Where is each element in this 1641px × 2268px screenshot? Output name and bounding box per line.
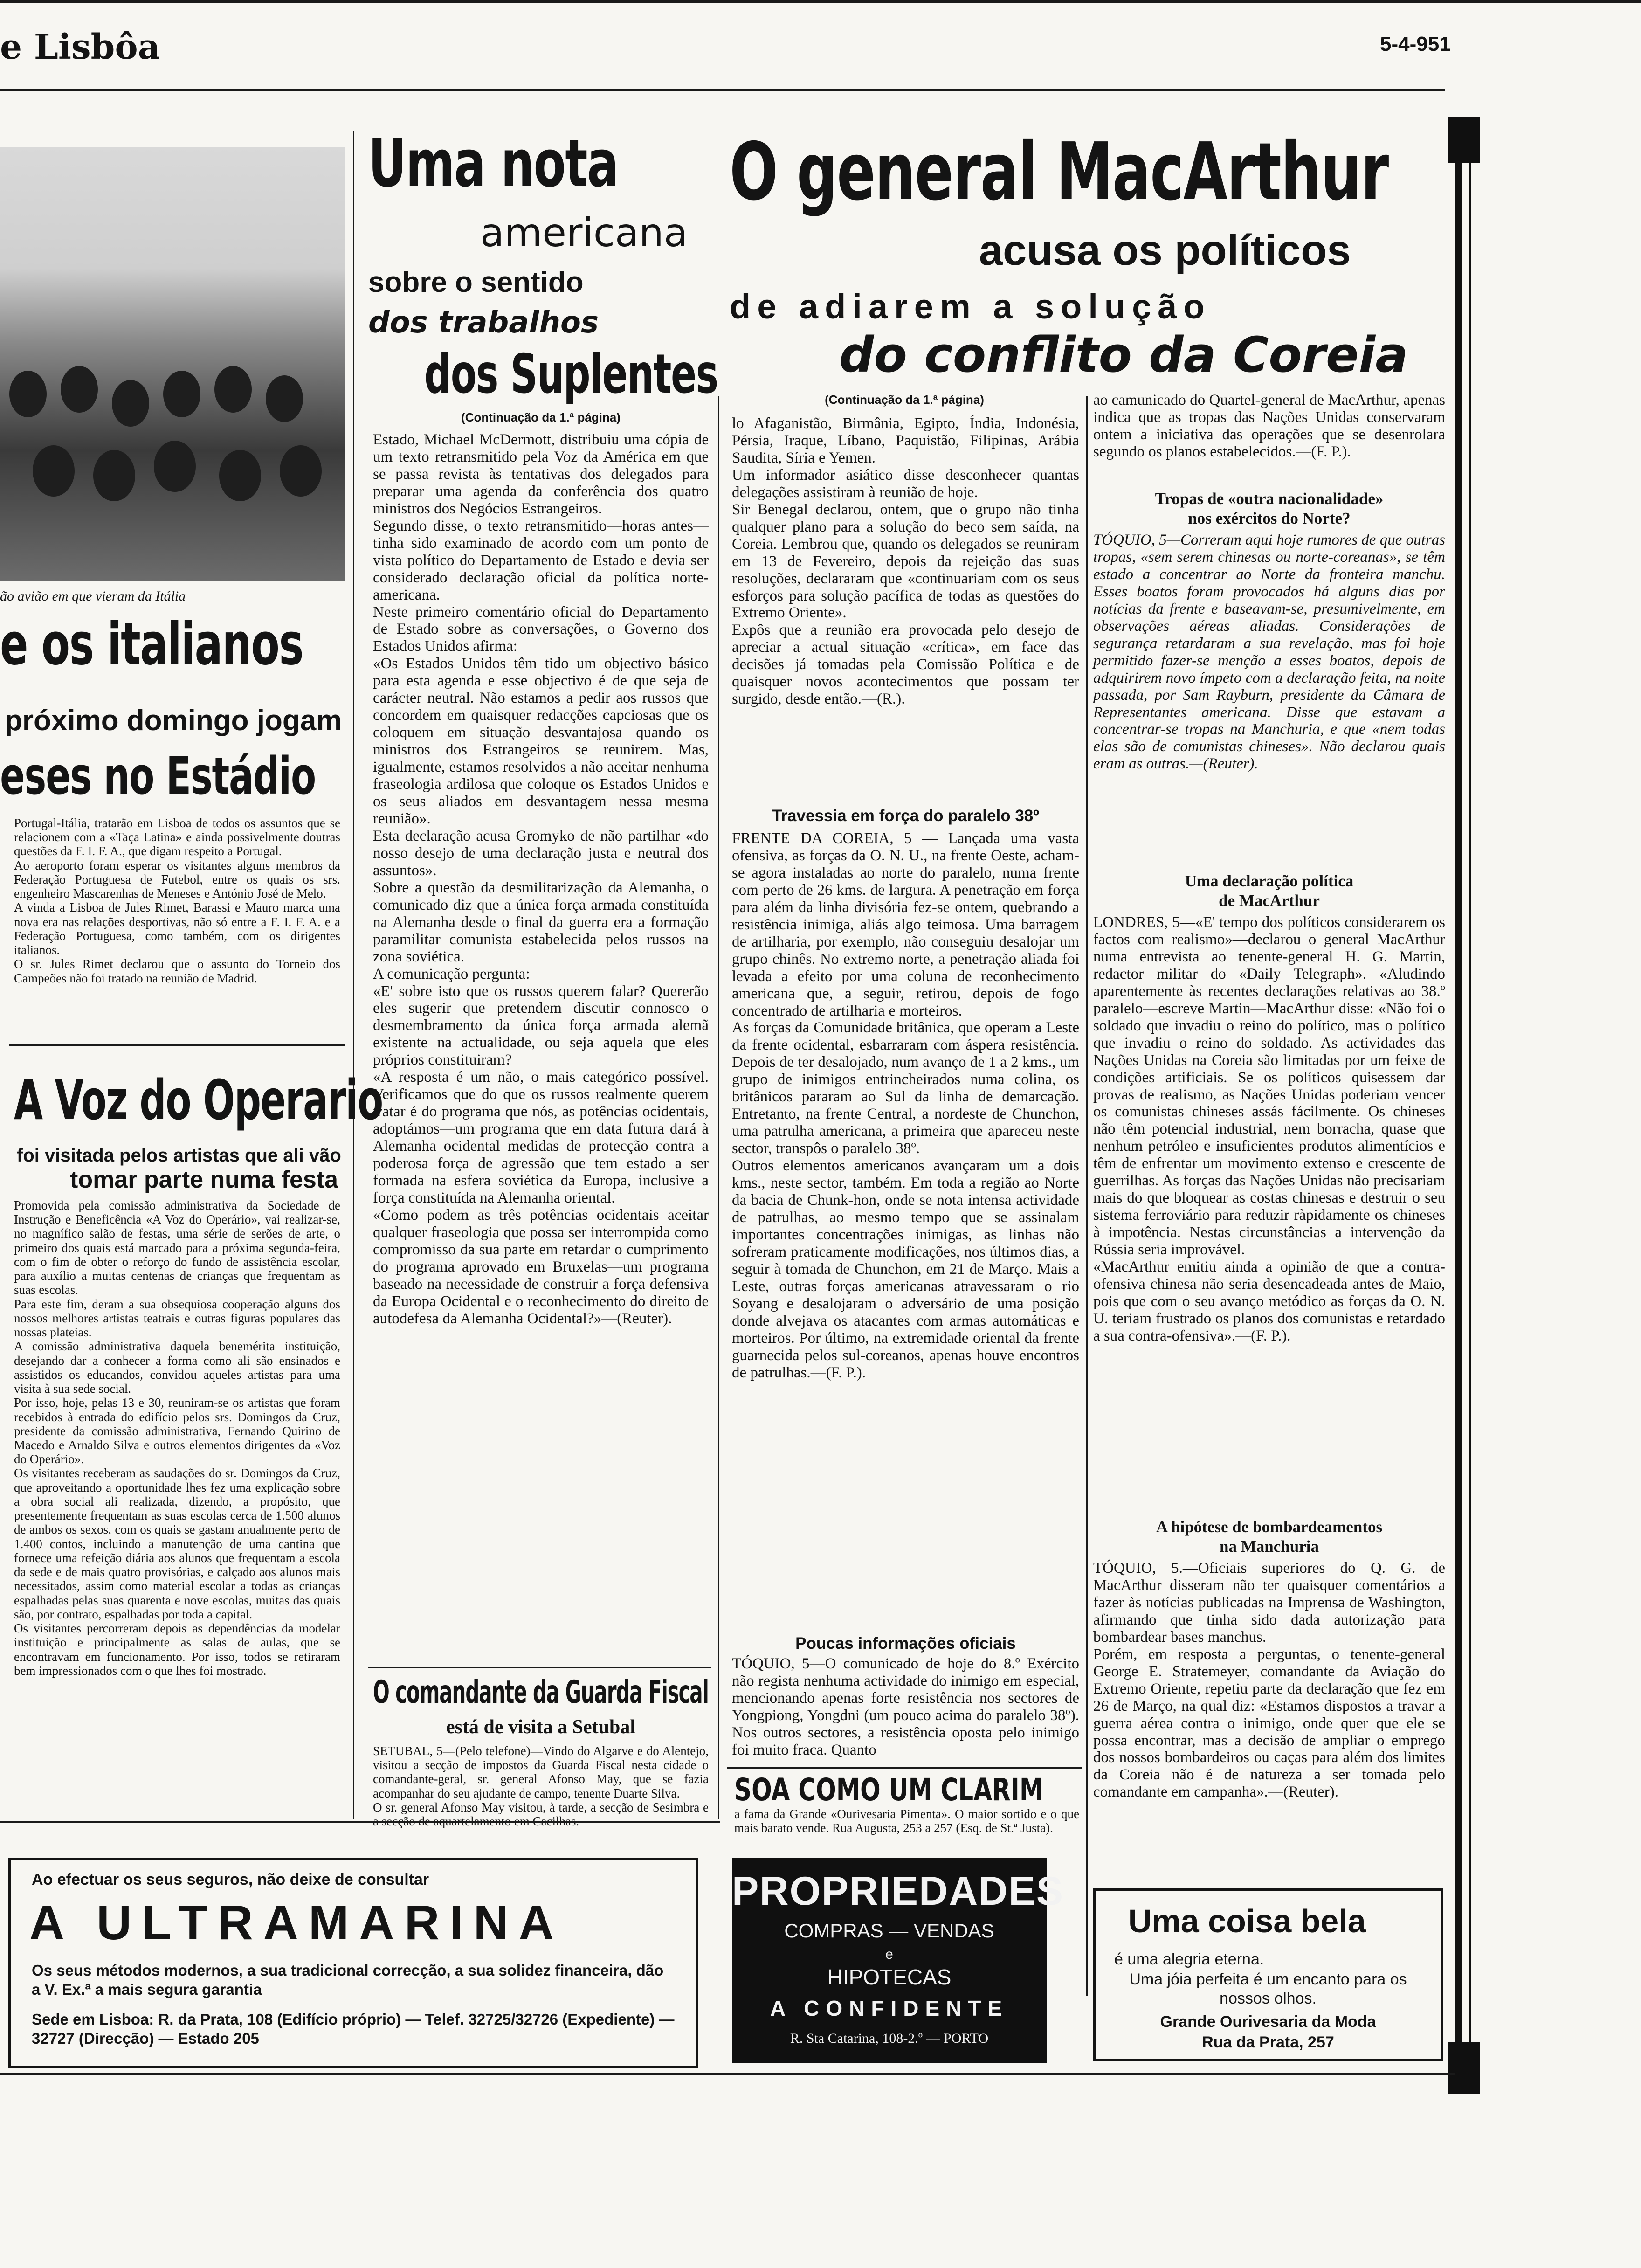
headline-macarthur-4: do conflito da Coreia [839, 326, 1408, 383]
story-italianos-body: Portugal-Itália, tratarão em Lisboa de todos os assuntos que se relacionem com a «Taça Latina» e ainda possivelmente doutras questões da F. I. F. A., que digam respeito a Portugal. Ao aeroporto foram esperar os visitantes alguns membros da Federação Portuguesa de Futebol, entre os quais os srs. engenheiro Mascarenhas de Meneses e António José de Melo. A vinda a Lisboa de Jules Rimet, Barassi e Mauro marca uma nova era nas relações desportivas, não só entre a F. I. F. A. e a Federação Portuguesa, como também, com os dirigentes italianos. O sr. Jules Rimet declarou que o assunto do Torneio dos Campeões não foi tratado na reunião de Madrid. [14, 816, 340, 985]
headline-guarda-fiscal: O comandante da Guarda Fiscal [373, 1674, 709, 1711]
headline-italianos: e os italianos [0, 611, 303, 678]
ad-ultramarina-text: Os seus métodos modernos, a sua tradicional correcção, a sua solidez financeira, dão a V. Ex.ª a mais segura garantia [32, 1962, 664, 1998]
photo-figure [219, 450, 261, 501]
photo-figure [163, 371, 200, 417]
photo-figure [93, 450, 135, 501]
ad-bela-shop2: Rua da Prata, 257 [1202, 2033, 1334, 2051]
ad-bela-text2: Uma jóia perfeita é um encanto para os nossos olhos. [1129, 1971, 1407, 2007]
story-macarthur-col2d: TÓQUIO, 5.—Oficiais superiores do Q. G. de MacArthur disseram não ter quaisquer comentários a fazer às notícias publicadas na Imprensa de Washington, afirmando que tinha sido dada autorização para bombardear bases manchus. Porém, em resposta a perguntas, o tenente-general George E. Stratemeyer, comandante da Aviação do Extremo Oriente, repetiu parte da declaração que fez em 26 de Março, na qual diz: «Estamos dispostos a travar a guerra aérea contra o inimigo, onde quer que ele se possa encontrar, mas a decisão de ampliar o emprego dos nossos bombardeiros ou caças para além dos limites da Coreia não é de natureza a ser tomada pelo comandante em campanha».—(Reuter). [1093, 1560, 1445, 1801]
subhead-poucas: Poucas informações oficiais [795, 1634, 1016, 1653]
group-photo [0, 147, 345, 581]
ad-prop-e: e [885, 1947, 893, 1962]
column-rule-2 [718, 396, 719, 1819]
continuation-note-macarthur: (Continuação da 1.ª página) [825, 393, 984, 407]
photo-figure [61, 366, 98, 413]
story-macarthur-col2a: ao camunicado do Quartel-general de MacArthur, apenas indica que as tropas das Nações Unidas conservaram ontem a iniciativa das operações que se desenrolara segundo os planos estabelecidos.—(F. P.). [1093, 392, 1445, 460]
story-macarthur-col2b: TÓQUIO, 5—Correram aqui hoje rumores de que outras tropas, «sem serem chinesas ou norte-coreanas», se têm estado a concentrar ao Norte da fronteira manchu. Esses boatos foram provocados há alguns dias por notícias da frente e baseavam-se, presumivelmente, em observações aéreas aliadas. Considerações de segurança retardaram a sua revelação, mas foi hoje permitido fazer-se menção a esses boatos, depois de adquirirem novo ímpeto com a declaração feita, na noite passada, por Sam Rayburn, presidente da Câmara de Representantes americana. Disse que estavam a concentrar-se tropas na Manchuria, e que «nem todas elas são de comunistas chineses». Não declarou quais eram as outras.—(Reuter). [1093, 532, 1445, 773]
section-rule-voz [9, 1044, 345, 1046]
right-border-bar-thin [1469, 117, 1471, 2052]
headline-nota-4: dos trabalhos [368, 305, 599, 340]
clarim-top-rule [727, 1767, 1082, 1769]
subhead-hipotese-2: na Manchuria [1220, 1537, 1319, 1556]
column-rule-1 [353, 131, 354, 1819]
subhead-tropas-2: nos exércitos do Norte? [1188, 509, 1351, 527]
subhead-declaracao-1: Uma declaração política [1185, 872, 1354, 890]
page-date: 5-4-951 [1380, 33, 1451, 55]
ad-ultramarina-name: A ULTRAMARINA [29, 1896, 564, 1950]
ad-propriedades [732, 1858, 1064, 2063]
ad-clarim-body: a fama da Grande «Ourivesaria Pimenta». O maior sortido e o que mais barato vende. Rua Augusta, 253 a 257 (Esq. de St.ª Justa). [734, 1807, 1079, 1835]
headline-nota-5: dos Suplentes [424, 343, 718, 406]
ad-prop-address: R. Sta Catarina, 108-2.º — PORTO [790, 2031, 989, 2046]
story-macarthur-col1c: TÓQUIO, 5—O comunicado de hoje do 8.º Exército não regista nenhuma actividade do inimigo em especial, mencionando apenas forte resistência nos sectores de Yongpiong, Yongdni (um pouco acima do paralelo 38º). Nos outros sectores, a resistência oposta pelo inimigo foi muito fraca. Quanto [732, 1655, 1079, 1758]
headline-macarthur-3: de adiarem a solução [730, 287, 1211, 326]
column-rule-3 [1086, 396, 1088, 1996]
headline-macarthur-2: acusa os políticos [979, 227, 1351, 274]
photo-figure [112, 380, 149, 427]
photo-figure [9, 371, 47, 417]
story-macarthur-col1b: FRENTE DA COREIA, 5 — Lançada uma vasta ofensiva, as forças da O. N. U., na frente Oeste, acham-se agora instaladas ao norte do paralelo, numa frente com perto de 26 kms. de largura. A penetração em força para além da linha divisória fez-se ontem, quebrando a resistência inimiga, aliás algo teimosa. Uma barragem de artilharia, por exemplo, não conseguiu desalojar um grupo chinês. No extremo norte, a penetração aliada foi levada a efeito por uma coluna de reconhecimento americana que, a seguir, retirou, depois de fogo concentrado de artilharia e morteiros. As forças da Comunidade britânica, que operam a Leste da frente ocidental, esbarraram com áspera resistência. Depois de ter desalojado, num avanço de 1 a 2 kms., um grupo de inimigos entrincheirados numa colina, os britânicos pararam ao Sul da linha de demarcação. Entretanto, na frente Central, a nordeste de Chunchon, uma patrulha americana, a primeira que apareceu neste sector, transpôs o paralelo 38º. Outros elementos americanos avançaram um a dois kms., neste sector, também. Em toda a região ao Norte da bacia de Chunk-hon, onde se nota intensa actividade de patrulhas, ao mesmo tempo que se assinalam importantes concentrações inimigas, as linhas não sofreram praticamente modificações, nos últimos dias, a seguir à tomada de Chunchon, em 21 de Março. Mais a Leste, outras forças americanas atravessaram o rio Soyang e desalojaram o adversário de uma posição donde alvejava os atacantes com armas automáticas e morteiros. Por último, na extremidade oriental da frente guarnecida pelos sul-coreanos, apenas houve encontros de patrulhas.—(F. P.). [732, 830, 1079, 1381]
story-macarthur-col2c: LONDRES, 5—«E' tempo dos políticos considerarem os factos com realismo»—declarou o general MacArthur numa entrevista ao tenente-general H. G. Martin, redactor militar do «Daily Telegraph». «Aludindo aparentemente às recentes declarações relativas ao 38.º paralelo—escreve Martin—MacArthur disse: «Não foi o soldado que invadiu o reino do político, mas o político que invadiu o reino do soldado. As actividades das Nações Unidas na Coreia são limitadas por um feixe de condições artificiais. Se os políticos quisessem dar provas de realismo, as Nações Unidas poderiam vencer os comunistas chineses assás fácilmente. Os chineses não têm potencial industrial, nem borracha, quase que nenhum petróleo e insuficientes produtos alimentícios e têm de enfrentar um movimento extenso e crescente de guerrilhas. As forças das Nações Unidas não precisariam mais do que bloquear as costas chinesas e destruir o seu sistema ferroviário para reduzir ràpidamente os chineses à impotência. Nestas circunstâncias a intervenção da Rússia seria improvável. «MacArthur emitiu ainda a opinião de que a contra-ofensiva chinesa não seria desencadeada antes de Maio, pois que com o seu avanço metódico as forças da O. N. U. teriam frustrado os planos dos comunistas e retardado a sua contra-ofensiva».—(F. P.). [1093, 914, 1445, 1344]
subhead-declaracao-2: de MacArthur [1219, 892, 1320, 910]
headline-estadio: eses no Estádio [0, 746, 316, 806]
header-underline [0, 89, 1445, 91]
subheadline-guarda: está de visita a Setubal [446, 1716, 635, 1738]
subheadline-voz-2: tomar parte numa festa [70, 1166, 338, 1193]
ad-ultramarina-address: Sede em Lisboa: R. da Prata, 108 (Edifício próprio) — Telef. 32725/32726 (Expediente) — 32727 (Direcção) — Estado 205 [32, 2011, 675, 2047]
headline-voz-operario: A Voz do Operario [14, 1068, 383, 1132]
ad-prop-title: PROPRIEDADES [732, 1869, 1064, 1914]
photo-figure [280, 445, 322, 497]
ad-ultramarina [8, 1858, 698, 2068]
ad-clarim-title: SOA COMO UM CLARIM [734, 1772, 1044, 1808]
ad-bela-shop1: Grande Ourivesaria da Moda [1160, 2013, 1376, 2031]
right-border-bar [1455, 117, 1462, 2052]
story-macarthur-col1a: lo Afaganistão, Birmânia, Egipto, Índia, Indonésia, Pérsia, Iraque, Líbano, Paquistão, Filipinas, Arábia Saudita, Síria e Yemen. Um informador asiático disse desconhecer quantas delegações assistiram à reunião de hoje. Sir Benegal declarou, ontem, que o grupo não tinha qualquer plano para a solução do beco sem saída, na Coreia. Lembrou que, quando os delegados se reuniram em 13 de Fevereiro, depois da rejeição das suas resoluções, declararam que «continuariam com os seus esforços para solução pacífica de todas as questões do Extremo Oriente». Expôs que a reunião era provocada pelo desejo de apreciar a actual situação «crítica», em face das decisões já tomadas pela Comissão Política e de quaisquer novos acontecimentos que possam ter surgido, desde então.—(R.). [732, 415, 1079, 708]
subhead-travessia: Travessia em força do paralelo 38º [772, 807, 1040, 825]
story-guarda-body: SETUBAL, 5—(Pelo telefone)—Vindo do Algarve e do Alentejo, visitou a secção de impostos da Guarda Fiscal nesta cidade o comandante-geral, sr. general Afonso May, que se fazia acompanhar do seu ajudante de campo, tenente Duarte Silva. O sr. general Afonso May visitou, à tarde, a secção de Sesimbra e [373, 1744, 709, 1814]
subhead-tropas-1: Tropas de «outra nacionalidade» [1155, 490, 1384, 508]
photo-figure [33, 445, 75, 497]
photo-figure [214, 366, 252, 413]
ad-coisa-bela [1093, 1888, 1443, 2061]
corner-block-bottom [1448, 2042, 1480, 2094]
ad-prop-line2: HIPOTECAS [827, 1965, 952, 1989]
bottom-section-rule [0, 1821, 720, 1823]
header-rule [0, 0, 1641, 3]
masthead-fragment: e Lisbôa [0, 27, 160, 67]
story-voz-body: Promovida pela comissão administrativa da Sociedade de Instrução e Beneficência «A Voz do Operário», vai realizar-se, no magnífico salão de festas, uma série de serões de arte, o primeiro dos quais está marcado para a próxima segunda-feira, com o fim de obter o reforço do fundo de assistência escolar, para auxílio a muitas centenas de crianças que frequentam as suas escolas. Para este fim, deram a sua obsequiosa cooperação alguns dos nossos melhores artistas teatrais e outras figuras populares das nossas plateias. A comissão administrativa daquela benemérita instituição, desejando dar a conhecer a forma como ali são ensinados e assistidos os educandos, convidou aqueles artistas para uma visita à sua sede social. Por isso, hoje, pelas 13 e 30, reuniram-se os artistas que foram recebidos à entrada do edifício pelos srs. Domingos da Cruz, presidente da comissão administrativa, Fernando Quirino de Macedo e Arnaldo Silva e outros elementos dirigentes da «Voz do Operário». Os visitantes receberam as saudações do sr. Domingos da Cruz, que aproveitando a oportunidade lhes fez uma explicação sobre a obra social ali realizada, dizendo, a propósito, que presentemente frequentam as suas escolas cerca de 1.500 alunos de ambos os sexos, com os quais se gastam anualmente perto de 1.400 contos, incluindo a manutenção de uma cantina que fornece uma refeição diária aos alunos que frequentam a escola da sede e de mais quatro provisórias, e calçado aos alunos mais necessitados, assim como material escolar a todas as crianças espalhadas pelas suas quarenta e nove escolas, muitas das quais são, por contrato, espalhadas por toda a capital. Os visitantes percorreram depois as dependências da modelar instituição e principalmente as salas de aulas, que se encontravam em funcionamento. Por isso, todos se retiraram bem impressionados com o que lhes foi mostrado. [14, 1198, 340, 1678]
ad-bela-text1: é uma alegria eterna. [1114, 1950, 1264, 1968]
headline-nota-2: americana [480, 210, 688, 256]
subheadline-voz-1: foi visitada pelos artistas que ali vão [17, 1145, 341, 1166]
headline-macarthur-1: O general MacArthur [730, 126, 1388, 218]
story-nota-body: Estado, Michael McDermott, distribuiu uma cópia de um texto retransmitido pela Voz da América em que se passa revista às tentativas dos delegados para preparar uma agenda da conferência dos quatro ministros dos Negócios Estrangeiros. Segundo disse, o texto retransmitido—horas antes—tinha sido examinado de acordo com um ponto de vista político do Departamento de Estado e devia ser considerado declaração oficial da política norte-americana. Neste primeiro comentário oficial do Departamento de Estado sobre as conversações, o Governo dos Estados Unidos afirma: «Os Estados Unidos têm tido um objectivo básico para esta agenda e esse objectivo é de que seja de carácter neutral. Não estamos a pedir aos russos que concordem em quaisquer redacções capciosas que os coloquem em situação desvantajosa quando os ministros dos Estrangeiros se reunirem. Mas, igualmente, estamos resolvidos a não aceitar nenhuma fraseologia ardilosa que coloque os Estados Unidos e os seus aliados em desvantagem nessa mesma reunião». Esta declaração acusa Gromyko de não partilhar «do nosso desejo de uma declaração justa e neutral dos assuntos». Sobre a questão da desmilitarização da Alemanha, o comunicado diz que a única força armada constituída na Alemanha desde o final da guerra era a formação paramilitar comunista estabelecida pelos russos na zona soviética. A comunicação pergunta: «E' sobre isto que os russos querem falar? Quererão eles sugerir que pretendem discutir connosco o desmembramento da única força armada alemã existente na actualidade, ou seja aquela que eles próprios constituiram? «A resposta é um não, o mais categórico possível. Verificamos que do que os russos realmente querem tratar é do programa que nós, as potências ocidentais, adoptámos—um programa que em data futura dará à Alemanha ocidental medidas de protecção contra a poderosa força de agressão que tem estado a ser formada na esfera soviética da Europa, inclusive a força constituída na Alemanha oriental. «Como podem as três potências ocidentais aceitar qualquer fraseologia que possa ser interrompida como compromisso da sua parte em retardar o cumprimento do programa aprovado em Bruxelas—um programa baseado na necessidade de construir a força defensiva da Europa Ocidental e o reconhecimento do direito de autodefesa da Alemanha Ocidental?»—(Reuter). [373, 431, 709, 1327]
photo-caption: ão avião em que vieram da Itália [0, 588, 186, 604]
section-rule-guarda [368, 1667, 711, 1668]
photo-figure [154, 441, 196, 492]
page-bottom-rule [0, 2073, 1455, 2075]
subhead-hipotese-1: A hipótese de bombardeamentos [1156, 1518, 1383, 1536]
corner-block-top [1448, 117, 1480, 163]
continuation-note-nota: (Continuação da 1.ª página) [461, 410, 621, 424]
photo-figure [266, 375, 303, 422]
ad-prop-line1: COMPRAS — VENDAS [784, 1920, 994, 1942]
headline-nota-1: Uma nota [368, 126, 618, 202]
ad-ultramarina-top: Ao efectuar os seus seguros, não deixe de consultar [32, 1871, 429, 1888]
headline-nota-3: sobre o sentido [368, 266, 584, 298]
ad-prop-name: A CONFIDENTE [770, 1996, 1009, 2020]
ad-bela-title: Uma coisa bela [1128, 1903, 1366, 1939]
subheadline-domingo: próximo domingo jogam [5, 705, 342, 737]
